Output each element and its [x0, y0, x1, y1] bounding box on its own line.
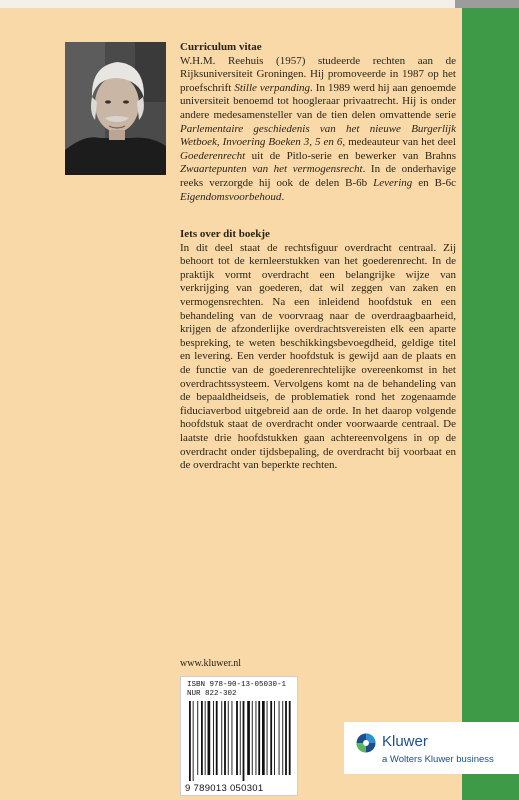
barcode-bar	[208, 701, 211, 775]
cv-text-part: . In 1989 werd hij aan genoemde universiteit benoemd tot hoogleraar privaatrecht. Hij is onder andere medesamensteller van de tien delen omvattende serie	[180, 81, 457, 121]
curriculum-vitae-heading: Curriculum vitae	[180, 41, 262, 53]
top-edge-shadow	[455, 0, 519, 8]
barcode-bar	[189, 701, 191, 781]
barcode-bar	[258, 701, 260, 775]
barcode-bar	[205, 701, 206, 775]
barcode-bar	[240, 701, 241, 775]
barcode-bar	[289, 701, 291, 775]
nur-code: NUR 822-302	[187, 690, 237, 698]
curriculum-vitae-text	[180, 55, 456, 203]
publisher-name: Kluwer	[382, 733, 428, 750]
cv-text-part: Levering	[373, 176, 413, 189]
barcode-bar	[228, 701, 229, 775]
barcode-digits: 9 789013 050301	[185, 783, 264, 794]
cv-text-part: Stille verpanding	[234, 81, 311, 94]
cv-text-part: .	[281, 190, 285, 203]
cv-text-part: uit de Pitlo-serie en bewerker van Brahns	[245, 149, 456, 162]
green-spine-band	[462, 8, 519, 800]
cv-text-part: W.H.M. Reehuis (1957) studeerde rechten aan de Rijksuniversiteit Groningen. Hij promoveerde in 1987 op het proefschrift	[180, 54, 456, 94]
author-photo	[65, 42, 166, 175]
publisher-website: www.kluwer.nl	[180, 658, 242, 669]
cv-text-part: , medeauteur van het deel	[342, 136, 456, 149]
barcode-bar	[285, 701, 287, 775]
barcode-bar	[201, 701, 203, 775]
barcode-bar	[236, 701, 238, 775]
isbn-barcode	[180, 676, 298, 796]
barcode-bar	[213, 701, 214, 775]
cv-text-part: en B-6c	[412, 176, 456, 189]
about-booklet-heading: Iets over dit boekje	[180, 228, 270, 240]
about-booklet-section	[180, 228, 456, 473]
publisher-label	[344, 722, 519, 774]
barcode-bar	[197, 701, 198, 775]
barcode-bar	[279, 701, 280, 775]
barcode-bar	[216, 701, 218, 775]
kluwer-logo-icon	[356, 733, 376, 753]
barcode-bar	[274, 701, 275, 775]
barcode-bar	[267, 701, 268, 775]
cv-text-part: Parlementaire geschiedenis van het nieuwe Burgerlijk Wetboek, Invoering Boeken 3, 5 en 6	[180, 122, 456, 149]
curriculum-vitae-section	[180, 41, 456, 204]
barcode-bar	[221, 701, 222, 775]
barcode-bar	[232, 701, 233, 775]
barcode-bar	[282, 701, 283, 775]
cv-text-part: Eigendomsvoorbehoud	[180, 190, 282, 203]
cv-text-part: . In de onderhavige reeks verzorgde hij ook de delen B-6b	[180, 163, 456, 189]
barcode-bar	[252, 701, 253, 775]
barcode-bar	[224, 701, 226, 775]
isbn-number: ISBN 978-90-13-05030-1	[187, 681, 287, 689]
barcode-bar	[262, 701, 265, 775]
barcode-bar	[270, 701, 272, 775]
barcode-bar	[243, 701, 245, 781]
publisher-tagline: a Wolters Kluwer business	[382, 754, 494, 765]
barcode-bar	[247, 701, 250, 775]
top-edge	[0, 0, 519, 8]
barcode-bar	[256, 701, 257, 775]
barcode-bars	[187, 701, 291, 781]
cv-text-part: Goederenrecht	[180, 149, 246, 162]
about-booklet-text: In dit deel staat de rechtsfiguur overdracht centraal. Zij behoort tot de kernleerstukken van het goederenrecht. In de praktijk vormt overdracht een belangrijke wijze van verkrijging van goederen, dat wil zeggen van zaken en vermogensrechten. Na een inleidend hoofdstuk en een behandeling van de voorvraag naar de overdraagbaarheid, krijgen de afzonderlijke overdrachtsvereisten elk een aparte bespreking, te weten beschikkingsbevoegdheid, geldige titel en levering. Een verder hoofdstuk is gewijd aan de plaats en de functie van de goederenrechtelijke overeenkomst in het overdrachtssysteem. Vervolgens komt na de behandeling van de bepaaldheidseis, de problematiek rond het zogenaamde fiduciaverbod uitgebreid aan de orde. In het daarop volgende hoofdstuk staat de overdracht onder voorwaarde centraal. De laatste drie hoofdstukken gaan achtereenvolgens in op de overdracht onder tijdsbepaling, de overdracht bij voorbaat en de overdracht van beperkte rechten.	[180, 241, 456, 472]
barcode-bar	[193, 701, 194, 781]
cv-text-part: Zwaartepunten van het vermogensrecht	[180, 163, 363, 176]
